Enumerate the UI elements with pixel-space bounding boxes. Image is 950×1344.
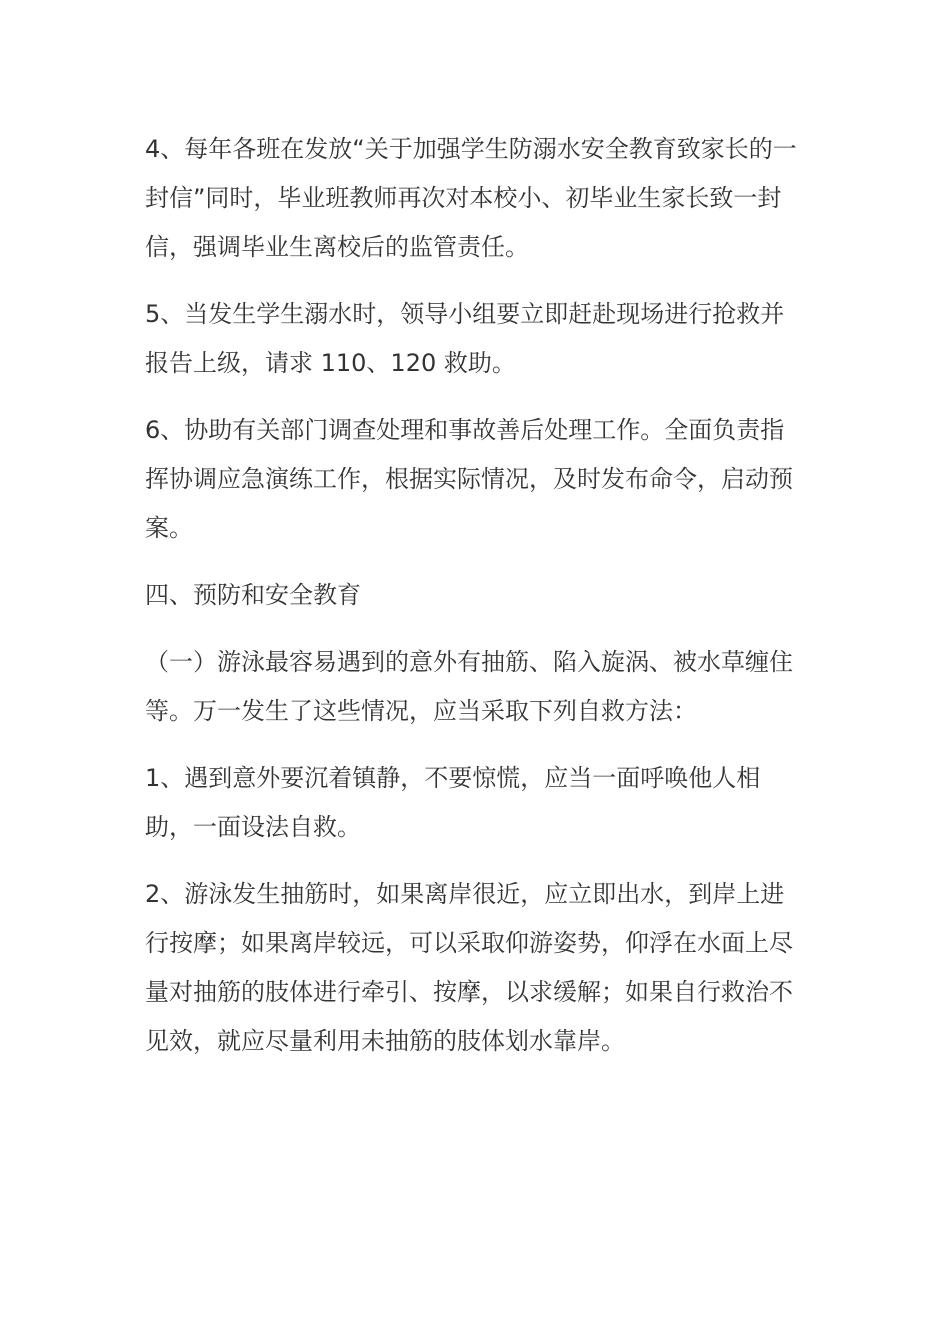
paragraph-item-2: 2、游泳发生抽筋时，如果离岸很近，应立即出水，到岸上进行按摩；如果离岸较远，可以采取仰游姿势，仰浮在水面上尽量对抽筋的肢体进行牵引、按摩，以求缓解；如果自行救治不见效，就应尽量利用未抽筋的肢体划水靠岸。 <box>145 880 793 1055</box>
document-body <box>145 125 805 1084</box>
paragraph-item-4: 4、每年各班在发放“关于加强学生防溺水安全教育致家长的一封信”同时，毕业班教师再次对本校小、初毕业生家长致一封信，强调毕业生离校后的监管责任。 <box>145 135 797 261</box>
subsection-paragraph: （一）游泳最容易遇到的意外有抽筋、陷入旋涡、被水草缠住等。万一发生了这些情况，应当采取下列自救方法： <box>145 648 793 725</box>
paragraph-item-5: 5、当发生学生溺水时，领导小组要立即赶赴现场进行抢救并报告上级，请求 110、120 救助。 <box>145 300 785 377</box>
section-heading: 四、预防和安全教育 <box>145 581 361 609</box>
paragraph-item-1: 1、遇到意外要沉着镇静，不要惊慌，应当一面呼唤他人相助，一面设法自救。 <box>145 764 761 841</box>
paragraph-item-6: 6、协助有关部门调查处理和事故善后处理工作。全面负责指挥协调应急演练工作，根据实际情况，及时发布命令，启动预案。 <box>145 416 793 542</box>
